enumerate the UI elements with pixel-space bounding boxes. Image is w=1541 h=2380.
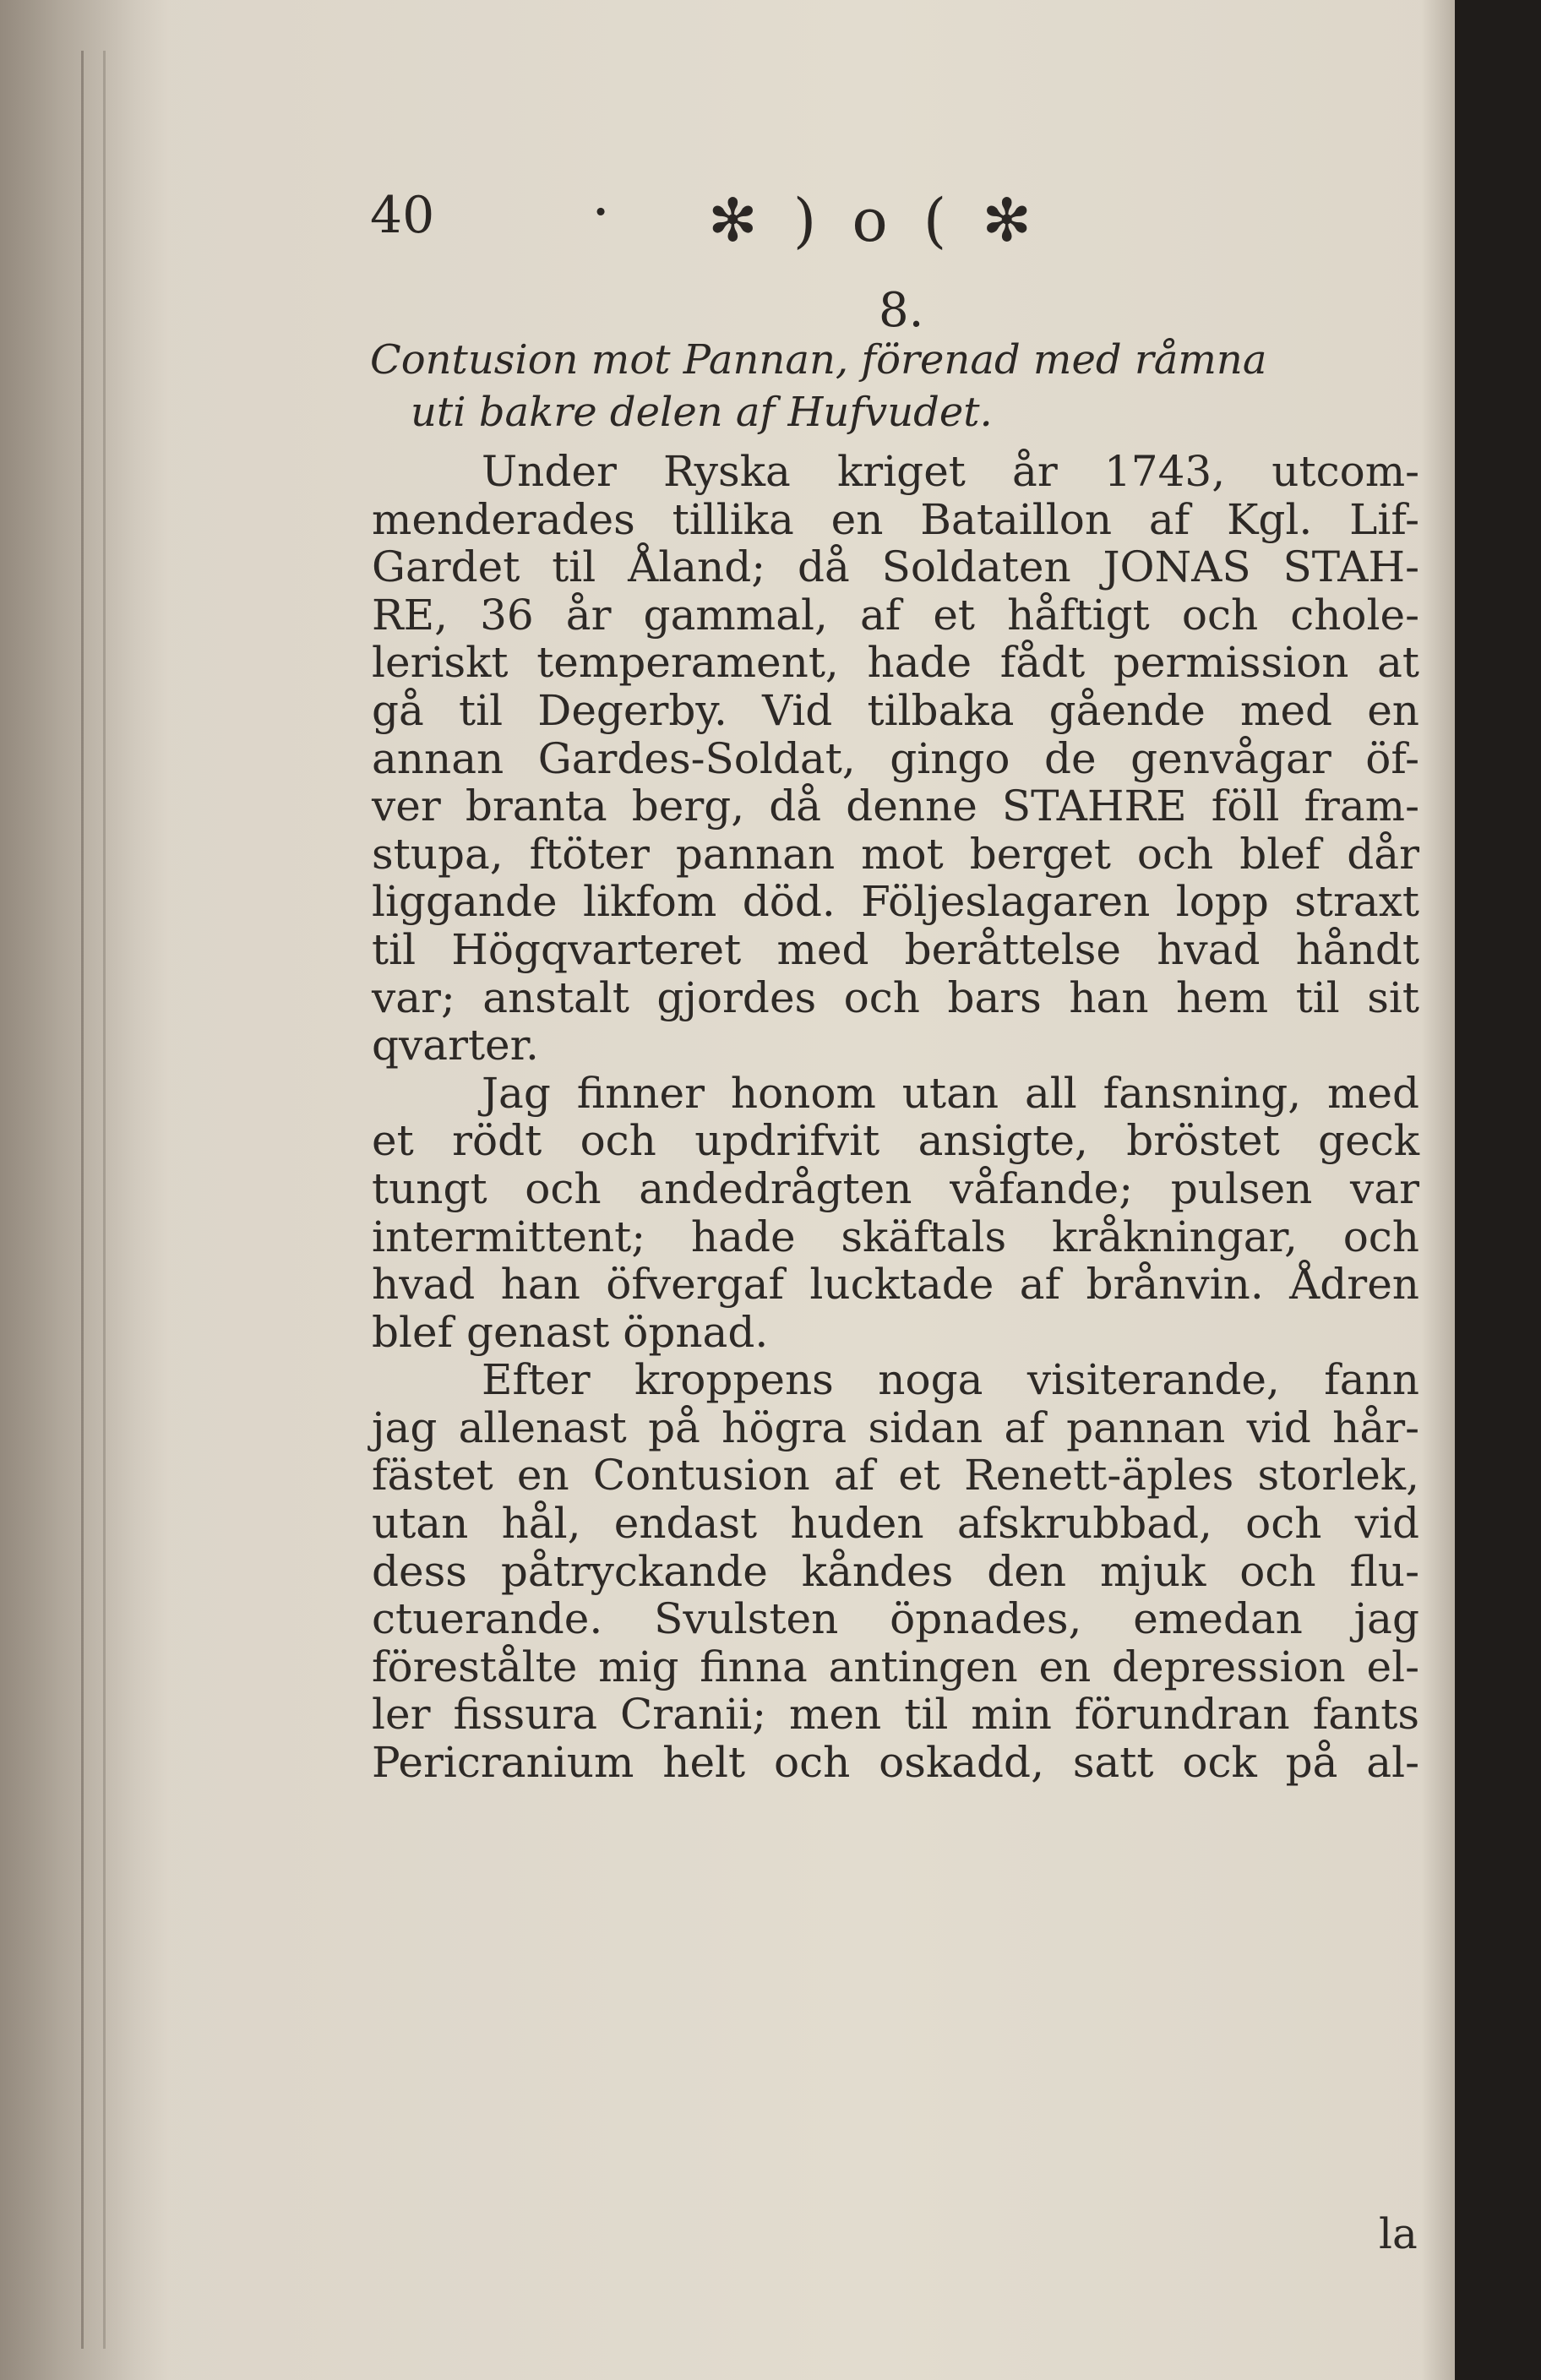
body-text: [372, 448, 1419, 1787]
text-line: Gardet til Åland; då Soldaten JONAS STAH-: [372, 542, 1419, 592]
section-number: 8.: [879, 283, 924, 338]
text-line: dess påtryckande kåndes den mjuk och flu-: [372, 1546, 1419, 1596]
text-line: liggande likfom död. Följeslagaren lopp straxt: [372, 877, 1419, 927]
text-line: ctuerande. Svulsten öpnades, emedan jag: [372, 1594, 1419, 1644]
text-line: intermittent; hade skäftals kråkningar, och: [372, 1212, 1419, 1261]
text-line: til Högqvarteret med beråttelse hvad håndt: [372, 924, 1419, 974]
page-edge-shadow: [1421, 0, 1455, 2380]
text-line: gå til Degerby. Vid tilbaka gående med en: [372, 685, 1419, 735]
text-line: hvad han öfvergaf lucktade af brånvin. Ådren: [372, 1260, 1419, 1310]
spine-line: [103, 51, 106, 2349]
text-line: qvarter.: [372, 1021, 539, 1070]
text-line: jag allenast på högra sidan af pannan vid hår-: [372, 1402, 1419, 1452]
text-line: tungt och andedrågten våfande; pulsen var: [372, 1163, 1419, 1213]
heading-line: Contusion mot Pannan, förenad med råmna: [370, 336, 1267, 384]
text-line: et rödt och updrifvit ansigte, bröstet geck: [372, 1116, 1419, 1166]
page-gutter-shadow: [0, 0, 169, 2380]
text-line: annan Gardes-Soldat, gingo de genvågar öf-: [372, 733, 1419, 783]
running-header: [370, 177, 1130, 262]
text-line: menderades tillika en Bataillon af Kgl. Lif-: [372, 494, 1419, 544]
heading-line: uti bakre delen af Hufvudet.: [411, 389, 993, 436]
text-line: RE, 36 år gammal, af et håftigt och chole-: [372, 590, 1419, 640]
text-line: ver branta berg, då denne STAHRE föll fram-: [372, 782, 1419, 831]
text-line: Under Ryska kriget år 1743, utcom-: [482, 447, 1419, 496]
section-heading: [370, 334, 1426, 438]
text-line: leriskt temperament, hade fådt permission at: [372, 638, 1419, 688]
text-line: stupa, ftöter pannan mot berget och blef dår: [372, 829, 1419, 879]
spine-line: [81, 51, 84, 2349]
text-line: Pericranium helt och oskadd, satt ock på al-: [372, 1738, 1419, 1788]
text-line: fästet en Contusion af et Renett-äples storlek,: [372, 1451, 1419, 1500]
text-line: utan hål, endast huden afskrubbad, och vid: [372, 1499, 1419, 1549]
text-line: ler fissura Cranii; men til min förundran fants: [372, 1690, 1419, 1740]
text-line: Jag finner honom utan all fansning, med: [482, 1068, 1419, 1118]
header-ornament: ✻ ) o ( ✻: [708, 186, 1041, 255]
text-line: förestålte mig finna antingen en depression el-: [372, 1642, 1419, 1691]
page-number: 40: [370, 186, 435, 245]
text-line: Efter kroppens noga visiterande, fann: [482, 1355, 1419, 1405]
header-separator: ·: [591, 177, 611, 247]
text-line: blef genast öpnad.: [372, 1307, 769, 1357]
text-line: var; anstalt gjordes och bars han hem til sit: [372, 972, 1419, 1022]
catchword: la: [1379, 2209, 1418, 2258]
